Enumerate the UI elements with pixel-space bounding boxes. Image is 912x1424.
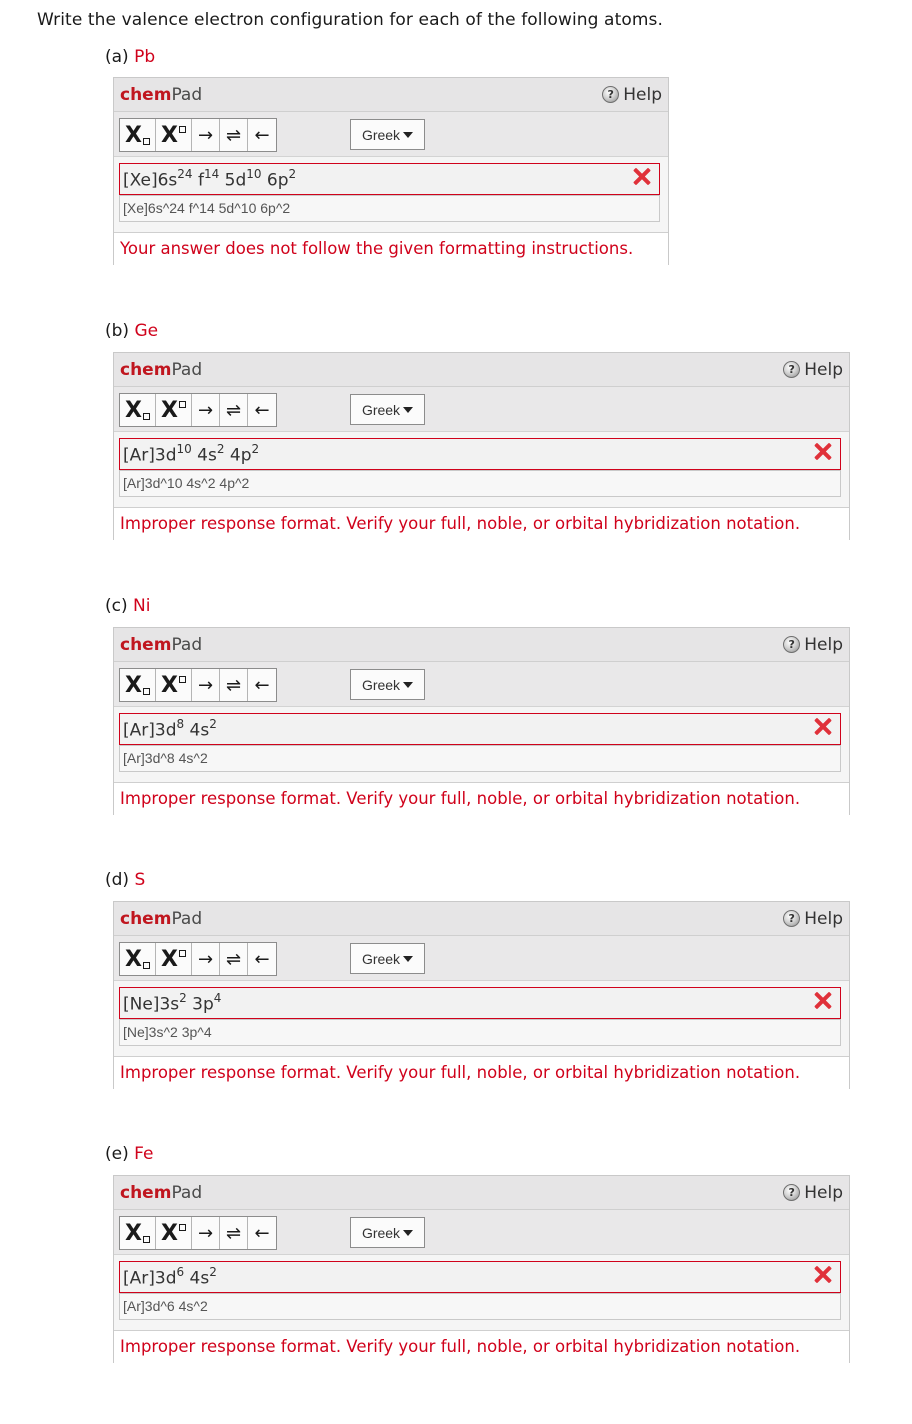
- chevron-down-icon: [403, 407, 413, 413]
- chempad-toolbar: [114, 387, 849, 432]
- subscript-box-icon: [143, 1236, 150, 1243]
- answer-base-text: [Xe]6s: [123, 170, 178, 191]
- error-feedback: Your answer does not follow the given formatting instructions.: [114, 232, 668, 266]
- format-button-group: [119, 1216, 277, 1250]
- answer-area: [114, 157, 668, 232]
- incorrect-x-icon: [633, 167, 651, 185]
- subscript-box-icon: [143, 688, 150, 695]
- help-button[interactable]: [783, 909, 843, 929]
- subscript-button[interactable]: [120, 394, 156, 426]
- left-arrow-button[interactable]: ←: [248, 669, 276, 701]
- chempad-title-bold: chem: [120, 1182, 172, 1203]
- answer-superscript: 2: [251, 442, 260, 456]
- answer-superscript: 2: [179, 991, 187, 1005]
- chempad-toolbar: [114, 936, 849, 981]
- superscript-button[interactable]: [156, 1217, 192, 1249]
- chempad-header: [114, 902, 849, 936]
- superscript-button[interactable]: [156, 943, 192, 975]
- subscript-button[interactable]: [120, 669, 156, 701]
- answer-superscript: 10: [246, 167, 262, 181]
- superscript-x-glyph: X: [161, 672, 178, 698]
- superscript-box-icon: [179, 950, 186, 957]
- chempad-title: [120, 1183, 202, 1203]
- error-feedback: Improper response format. Verify your full, noble, or orbital hybridization notation.: [114, 782, 849, 816]
- chempad-title-bold: chem: [120, 634, 172, 655]
- answer-area: [114, 432, 849, 507]
- chempad-title-rest: Pad: [171, 359, 203, 380]
- answer-base-text: 4s: [184, 720, 210, 741]
- superscript-box-icon: [179, 401, 186, 408]
- chempad-title: [120, 635, 202, 655]
- subscript-button[interactable]: [120, 1217, 156, 1249]
- left-arrow-button[interactable]: ←: [248, 943, 276, 975]
- help-label: Help: [804, 1182, 843, 1203]
- right-arrow-button[interactable]: →: [192, 119, 220, 151]
- superscript-x-glyph: X: [161, 122, 178, 148]
- greek-dropdown[interactable]: [350, 1217, 425, 1248]
- equilibrium-arrow-button[interactable]: ⇌: [220, 119, 248, 151]
- format-button-group: [119, 668, 277, 702]
- chevron-down-icon: [403, 132, 413, 138]
- chempad-header: [114, 1176, 849, 1210]
- chempad-title-rest: Pad: [171, 1182, 203, 1203]
- part-letter: (b): [105, 321, 135, 341]
- element-symbol: S: [134, 870, 146, 890]
- chempad-title-rest: Pad: [171, 908, 203, 929]
- chempad-widget: [113, 1175, 850, 1363]
- greek-dropdown[interactable]: [350, 394, 425, 425]
- chevron-down-icon: [403, 1230, 413, 1236]
- answer-input[interactable]: [119, 987, 841, 1019]
- plain-text-preview: [Ar]3d^6 4s^2: [119, 1293, 841, 1320]
- element-symbol: Fe: [134, 1144, 154, 1164]
- incorrect-x-icon: [814, 717, 832, 735]
- help-icon: ?: [783, 361, 800, 378]
- chevron-down-icon: [403, 682, 413, 688]
- chempad-toolbar: [114, 1210, 849, 1255]
- equilibrium-arrow-button[interactable]: ⇌: [220, 1217, 248, 1249]
- answer-base-text: 3p: [186, 994, 214, 1015]
- answer-input[interactable]: [119, 1261, 841, 1293]
- chempad-toolbar: [114, 662, 849, 707]
- chempad-title: [120, 360, 202, 380]
- subscript-box-icon: [143, 138, 150, 145]
- chempad-title: [120, 85, 202, 105]
- incorrect-x-icon: [814, 442, 832, 460]
- answer-base-text: [Ar]3d: [123, 445, 177, 466]
- chempad-widget: [113, 352, 850, 540]
- chempad-title-rest: Pad: [171, 634, 203, 655]
- part-letter: (e): [105, 1144, 135, 1164]
- answer-input[interactable]: [119, 713, 841, 745]
- part-letter: (a): [105, 47, 135, 67]
- left-arrow-button[interactable]: ←: [248, 394, 276, 426]
- subscript-box-icon: [143, 413, 150, 420]
- answer-superscript: 2: [288, 167, 297, 181]
- answer-base-text: 4s: [184, 1268, 210, 1289]
- superscript-button[interactable]: [156, 119, 192, 151]
- question-prompt: Write the valence electron configuration for each of the following atoms.: [37, 10, 663, 30]
- superscript-box-icon: [179, 1224, 186, 1231]
- greek-label: Greek: [361, 950, 401, 967]
- chempad-widget: [113, 77, 669, 265]
- help-icon: ?: [602, 86, 619, 103]
- answer-base-text: f: [192, 170, 204, 191]
- answer-input[interactable]: [119, 438, 841, 470]
- help-label: Help: [804, 634, 843, 655]
- format-button-group: [119, 942, 277, 976]
- answer-base-text: [Ar]3d: [123, 1268, 177, 1289]
- chempad-widget: [113, 627, 850, 815]
- answer-superscript: 6: [176, 1265, 185, 1279]
- answer-base-text: 4p: [224, 445, 252, 466]
- chempad-header: [114, 78, 668, 112]
- part-label: [105, 321, 158, 341]
- help-button[interactable]: [783, 360, 843, 380]
- help-button[interactable]: [602, 85, 662, 105]
- right-arrow-button[interactable]: →: [192, 394, 220, 426]
- answer-area: [114, 981, 849, 1056]
- answer-superscript: 24: [177, 167, 193, 181]
- help-label: Help: [623, 84, 662, 105]
- answer-base-text: [Ar]3d: [123, 720, 177, 741]
- chempad-title-bold: chem: [120, 359, 172, 380]
- answer-base-text: [Ne]3s: [123, 994, 180, 1015]
- help-icon: ?: [783, 1184, 800, 1201]
- element-symbol: Pb: [134, 47, 156, 67]
- answer-superscript: 2: [209, 1265, 217, 1279]
- plain-text-preview: [Ar]3d^8 4s^2: [119, 745, 841, 772]
- part-label: [105, 1144, 153, 1164]
- format-button-group: [119, 393, 277, 427]
- superscript-x-glyph: X: [161, 1220, 178, 1246]
- help-label: Help: [804, 908, 843, 929]
- chempad-widget: [113, 901, 850, 1089]
- greek-dropdown[interactable]: [350, 669, 425, 700]
- answer-superscript: 4: [213, 991, 222, 1005]
- superscript-button[interactable]: [156, 394, 192, 426]
- error-feedback: Improper response format. Verify your full, noble, or orbital hybridization notation.: [114, 507, 849, 541]
- plain-text-preview: [Ar]3d^10 4s^2 4p^2: [119, 470, 841, 497]
- help-icon: ?: [783, 636, 800, 653]
- equilibrium-arrow-button[interactable]: ⇌: [220, 669, 248, 701]
- superscript-x-glyph: X: [161, 397, 178, 423]
- answer-base-text: 5d: [219, 170, 247, 191]
- answer-input[interactable]: [119, 163, 660, 195]
- greek-label: Greek: [361, 1224, 401, 1241]
- superscript-box-icon: [179, 126, 186, 133]
- help-button[interactable]: [783, 1183, 843, 1203]
- right-arrow-button[interactable]: →: [192, 1217, 220, 1249]
- answer-superscript: 2: [209, 717, 217, 731]
- format-button-group: [119, 118, 277, 152]
- help-button[interactable]: [783, 635, 843, 655]
- part-letter: (d): [105, 870, 135, 890]
- answer-superscript: 8: [176, 717, 185, 731]
- superscript-box-icon: [179, 676, 186, 683]
- answer-base-text: 4s: [191, 445, 217, 466]
- subscript-box-icon: [143, 962, 150, 969]
- equilibrium-arrow-button[interactable]: ⇌: [220, 943, 248, 975]
- subscript-x-glyph: X: [125, 122, 142, 148]
- subscript-x-glyph: X: [125, 397, 142, 423]
- greek-label: Greek: [361, 401, 401, 418]
- chempad-title-bold: chem: [120, 908, 172, 929]
- chempad-title: [120, 909, 202, 929]
- subscript-x-glyph: X: [125, 946, 142, 972]
- plain-text-preview: [Ne]3s^2 3p^4: [119, 1019, 841, 1046]
- part-label: [105, 596, 150, 616]
- incorrect-x-icon: [814, 1265, 832, 1283]
- answer-superscript: 10: [176, 442, 192, 456]
- superscript-button[interactable]: [156, 669, 192, 701]
- help-label: Help: [804, 359, 843, 380]
- error-feedback: Improper response format. Verify your full, noble, or orbital hybridization notation.: [114, 1056, 849, 1090]
- element-symbol: Ge: [134, 321, 159, 341]
- answer-superscript: 14: [203, 167, 220, 181]
- part-letter: (c): [105, 596, 134, 616]
- subscript-x-glyph: X: [125, 1220, 142, 1246]
- answer-superscript: 2: [216, 442, 225, 456]
- plain-text-preview: [Xe]6s^24 f^14 5d^10 6p^2: [119, 195, 660, 222]
- left-arrow-button[interactable]: ←: [248, 1217, 276, 1249]
- chempad-toolbar: [114, 112, 668, 157]
- element-symbol: Ni: [133, 596, 151, 616]
- superscript-x-glyph: X: [161, 946, 178, 972]
- chempad-title-rest: Pad: [171, 84, 203, 105]
- chevron-down-icon: [403, 956, 413, 962]
- chempad-header: [114, 353, 849, 387]
- chempad-header: [114, 628, 849, 662]
- part-label: [105, 47, 155, 67]
- right-arrow-button[interactable]: →: [192, 669, 220, 701]
- equilibrium-arrow-button[interactable]: ⇌: [220, 394, 248, 426]
- subscript-button[interactable]: [120, 119, 156, 151]
- chempad-title-bold: chem: [120, 84, 172, 105]
- answer-base-text: 6p: [261, 170, 289, 191]
- greek-dropdown[interactable]: [350, 943, 425, 974]
- right-arrow-button[interactable]: →: [192, 943, 220, 975]
- greek-dropdown[interactable]: [350, 119, 425, 150]
- greek-label: Greek: [361, 676, 401, 693]
- error-feedback: Improper response format. Verify your full, noble, or orbital hybridization notation.: [114, 1330, 849, 1364]
- answer-area: [114, 707, 849, 782]
- greek-label: Greek: [361, 126, 401, 143]
- left-arrow-button[interactable]: ←: [248, 119, 276, 151]
- help-icon: ?: [783, 910, 800, 927]
- incorrect-x-icon: [814, 991, 832, 1009]
- subscript-button[interactable]: [120, 943, 156, 975]
- answer-area: [114, 1255, 849, 1330]
- part-label: [105, 870, 145, 890]
- subscript-x-glyph: X: [125, 672, 142, 698]
